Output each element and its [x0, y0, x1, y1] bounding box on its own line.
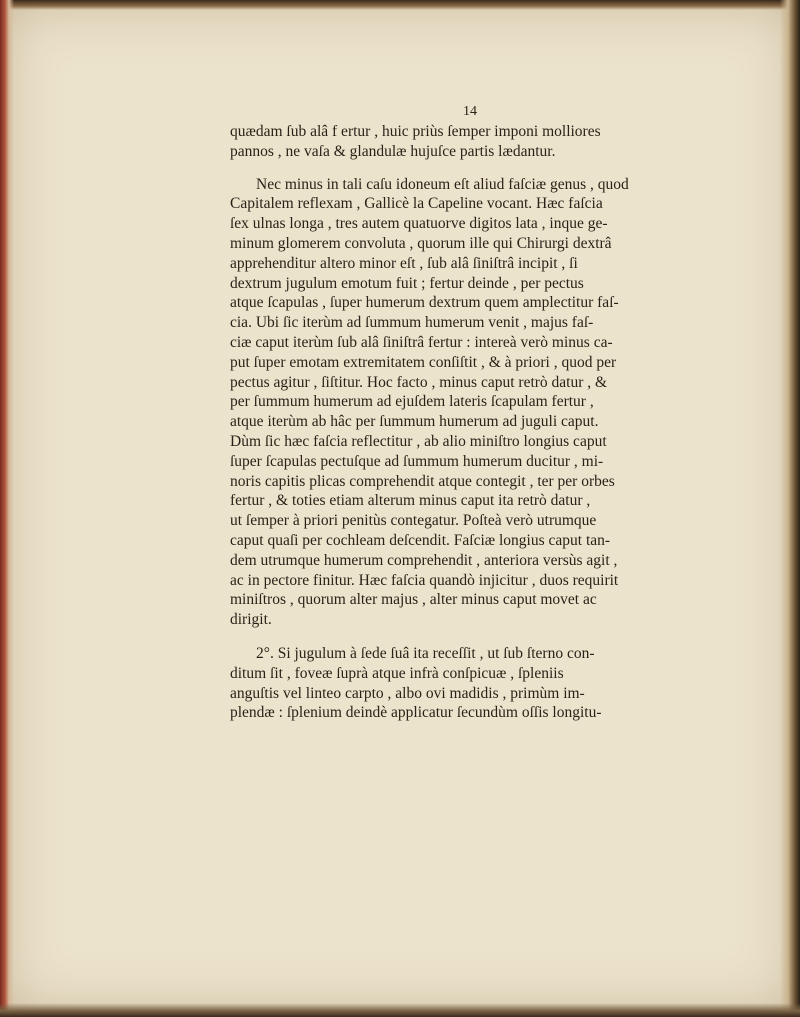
text-line: per ſummum humerum ad ejuſdem lateris ſcapulam fertur , [230, 393, 594, 411]
text-line: ac in pectore finitur. Hæc faſcia quandò injicitur , duos requirit [230, 571, 619, 589]
text-line: anguſtis vel linteo carpto , albo ovi madidis , primùm im- [230, 684, 585, 702]
text-line: ſex ulnas longa , tres autem quatuorve digitos lata , inque ge- [230, 215, 608, 233]
text-line: quædam ſub alâ f ertur , huic priùs ſemper imponi molliores [230, 123, 601, 140]
text-line: apprehenditur altero minor eſt , ſub alâ ſiniſtrâ incipit , ſi [230, 254, 578, 272]
text-line: ciæ caput iterùm ſub alâ ſiniſtrâ fertur : intereà verò minus ca- [230, 333, 613, 351]
text-line: ditum ſit , foveæ ſuprà atque infrà conſpicuæ , ſpleniis [230, 664, 564, 682]
page-bottom-edge [0, 1003, 800, 1017]
text-line: plendæ : ſplenium deindè applicatur ſecundùm oſſis longitu- [230, 704, 602, 722]
text-line: 2°. Si jugulum à ſede ſuâ ita receſſit , ut ſub ſterno con- [256, 644, 595, 662]
page-right-edge [780, 0, 800, 1017]
text-line: fertur , & toties etiam alterum minus caput ita retrò datur , [230, 492, 591, 510]
paragraph-3 [230, 644, 700, 723]
page-number: 14 [463, 104, 477, 119]
text-line: ut ſemper à priori penitùs contegatur. Poſteà verò utrumque [230, 512, 597, 530]
text-line: noris capitis plicas comprehendit atque contegit , ter per orbes [230, 472, 615, 490]
page-left-edge [0, 0, 14, 1017]
text-line: pannos , ne vaſa & glandulæ hujuſce partis lædantur. [230, 142, 556, 160]
text-line: miniſtros , quorum alter majus , alter minus caput movet ac [230, 591, 597, 609]
text-line: ſuper ſcapulas pectuſque ad ſummum humerum ducitur , mi- [230, 452, 604, 470]
text-line: atque ſcapulas , ſuper humerum dextrum quem amplectitur faſ- [230, 294, 619, 312]
page-top-edge [0, 0, 800, 10]
text-line: dirigit. [230, 611, 272, 629]
text-line: put ſuper emotam extremitatem conſiſtit , & à priori , quod per [230, 353, 617, 371]
text-block [230, 104, 700, 723]
text-line: atque iterùm ab hâc per ſummum humerum ad juguli caput. [230, 413, 599, 431]
paragraph-2 [230, 175, 700, 630]
text-line: Capitalem reflexam , Gallicè la Capeline vocant. Hæc faſcia [230, 195, 603, 213]
text-line: pectus agitur , ſiſtitur. Hoc facto , minus caput retrò datur , & [230, 373, 608, 391]
text-line: caput quaſi per cochleam deſcendit. Faſciæ longius caput tan- [230, 531, 611, 549]
text-line: cia. Ubi ſic iterùm ad ſummum humerum venit , majus faſ- [230, 314, 594, 332]
text-line: dem utrumque humerum comprehendit , anteriora versùs agit , [230, 551, 618, 569]
text-line: minum glomerem convoluta , quorum ille qui Chirurgi dextrâ [230, 234, 612, 252]
paragraph-1 [230, 122, 700, 162]
text-line: Nec minus in tali caſu idoneum eſt aliud faſciæ genus , quod [256, 175, 629, 193]
text-line: dextrum jugulum emotum fuit ; fertur deinde , per pectus [230, 274, 584, 292]
text-line: Dùm ſic hæc faſcia reflectitur , ab alio miniſtro longius caput [230, 432, 607, 450]
